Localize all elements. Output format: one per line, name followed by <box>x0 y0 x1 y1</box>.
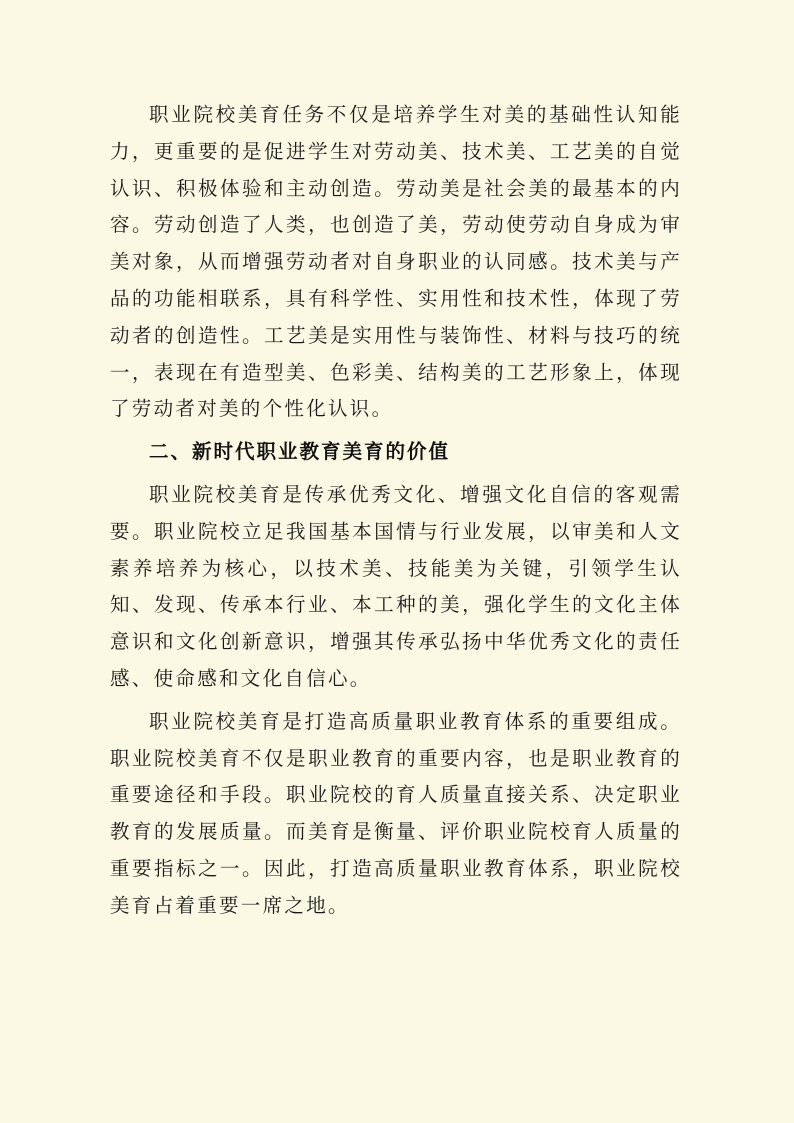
paragraph-quality-system: 职业院校美育是打造高质量职业教育体系的重要组成。职业院校美育不仅是职业教育的重要内容，也是职业教育的重要途径和手段。职业院校的育人质量直接关系、决定职业教育的发展质量。而美育是衡量、评价职业院校育人质量的重要指标之一。因此，打造高质量职业教育体系，职业院校美育占着重要一席之地。 <box>110 709 682 917</box>
section-heading-value: 二、新时代职业教育美育的价值 <box>149 440 451 464</box>
document-page <box>110 97 682 931</box>
paragraph-cultural-heritage: 职业院校美育是传承优秀文化、增强文化自信的客观需要。职业院校立足我国基本国情与行业发展，以审美和人文素养培养为核心，以技术美、技能美为关键，引领学生认知、发现、传承本行业、本工种的美，强化学生的文化主体意识和文化创新意识，增强其传承弘扬中华优秀文化的责任感、使命感和文化自信心。 <box>110 482 682 690</box>
paragraph-aesthetic-tasks: 职业院校美育任务不仅是培养学生对美的基础性认知能力，更重要的是促进学生对劳动美、技术美、工艺美的自觉认识、积极体验和主动创造。劳动美是社会美的最基本的内容。劳动创造了人类，也创造了美，劳动使劳动自身成为审美对象，从而增强劳动者对自身职业的认同感。技术美与产品的功能相联系，具有科学性、实用性和技术性，体现了劳动者的创造性。工艺美是实用性与装饰性、材料与技巧的统一，表现在有造型美、色彩美、结构美的工艺形象上，体现了劳动者对美的个性化认识。 <box>110 103 682 421</box>
